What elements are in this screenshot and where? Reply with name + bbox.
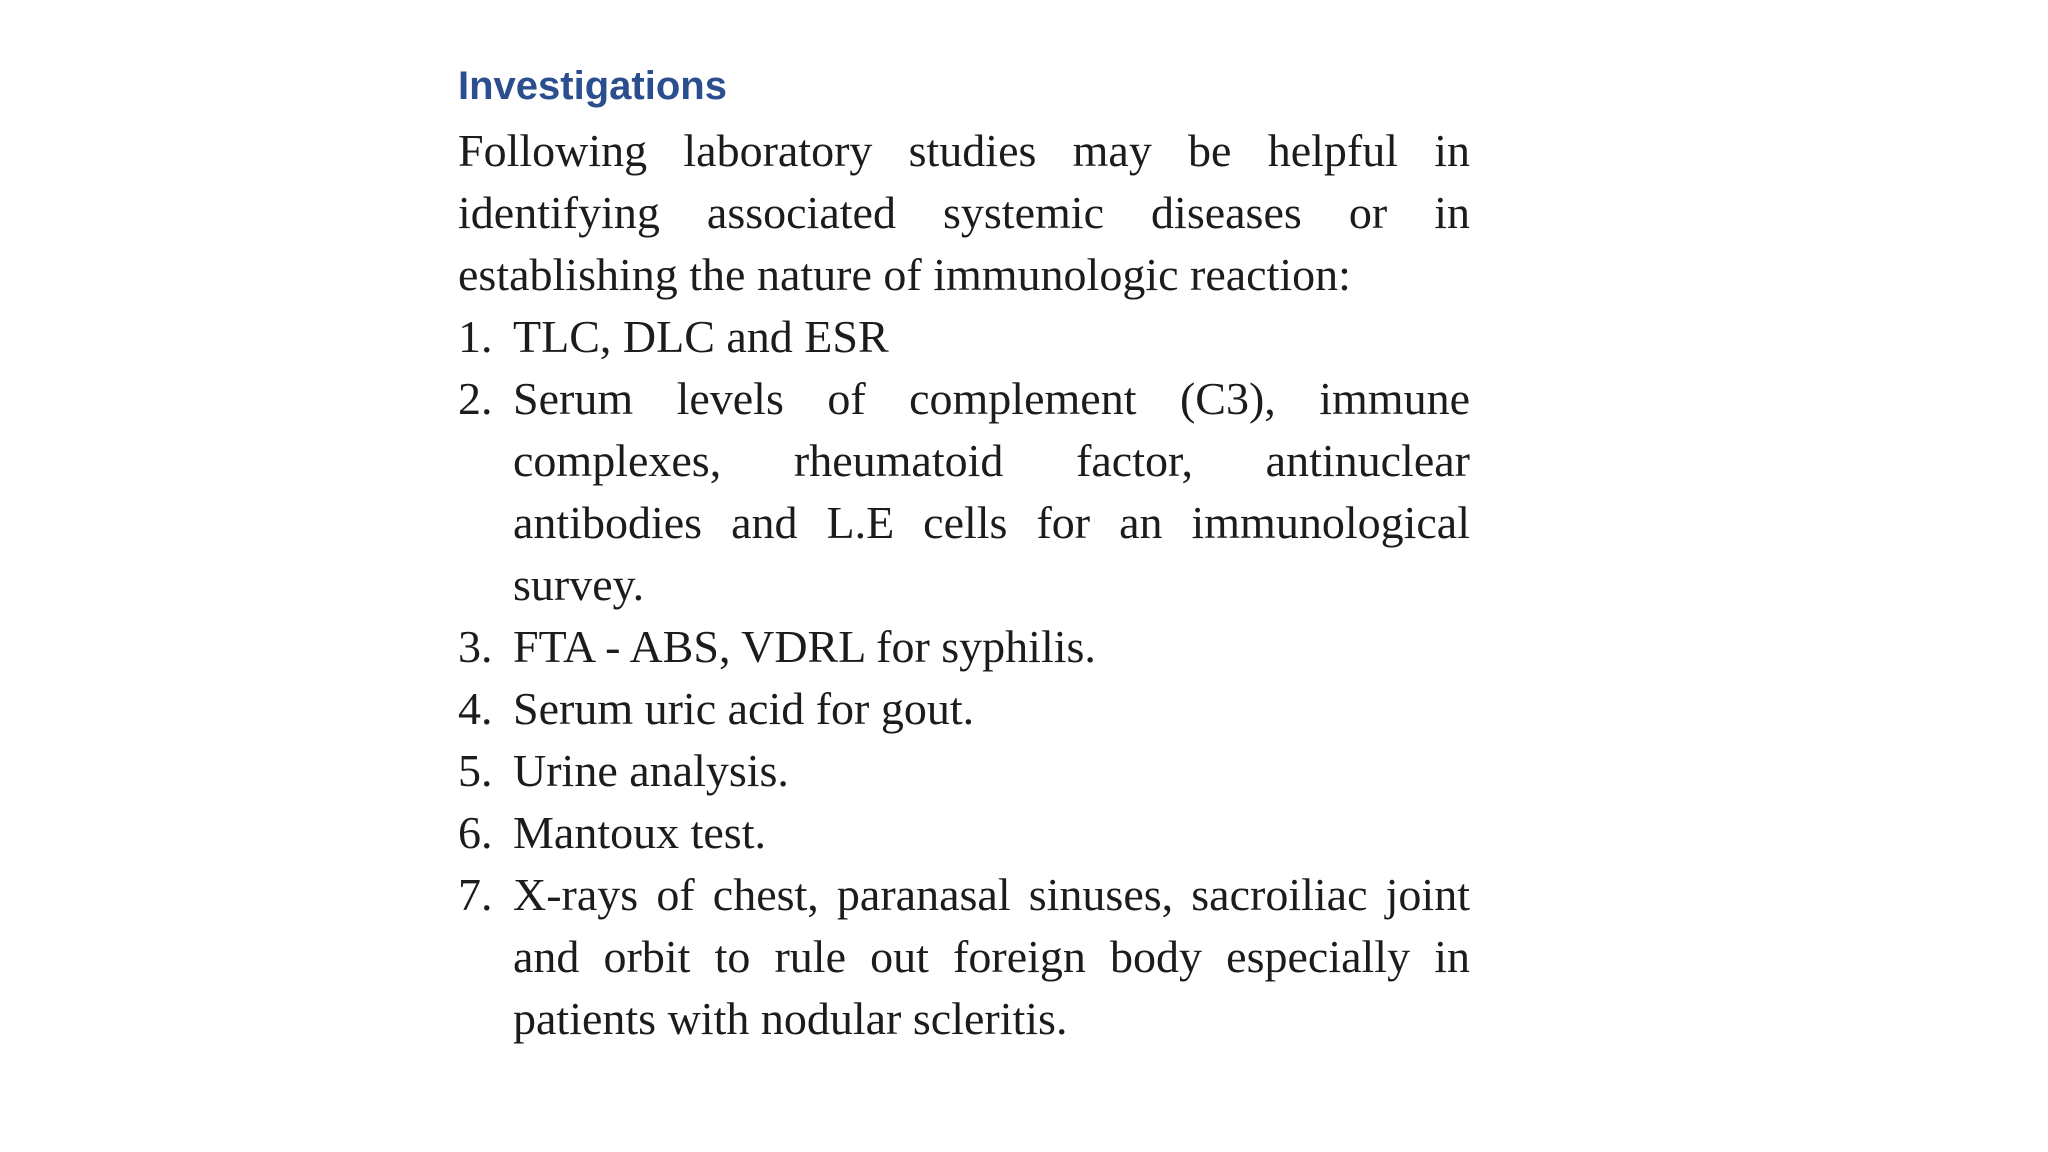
intro-paragraph: Following laboratory studies may be helpful in identifying associated systemic diseases or in establishing the nature of immunologic reaction: xyxy=(458,125,1470,300)
investigations-list xyxy=(458,306,1470,1050)
list-item-text: Urine analysis. xyxy=(513,745,789,796)
list-item xyxy=(458,802,1470,864)
list-item xyxy=(458,678,1470,740)
list-item-number: 3. xyxy=(458,621,493,672)
list-item-number: 2. xyxy=(458,373,493,424)
slide-content xyxy=(458,56,1470,1050)
list-item xyxy=(458,368,1470,616)
list-item-text: X-rays of chest, paranasal sinuses, sacroiliac joint and orbit to rule out foreign body especially in patients with nodular scleritis. xyxy=(513,869,1470,1044)
list-item-text: Serum uric acid for gout. xyxy=(513,683,975,734)
list-item-text: Serum levels of complement (C3), immune complexes, rheumatoid factor, antinuclear antibodies and L.E cells for an immunological survey. xyxy=(513,373,1470,610)
list-item xyxy=(458,306,1470,368)
list-item xyxy=(458,864,1470,1050)
list-item-number: 4. xyxy=(458,683,493,734)
list-item-text: Mantoux test. xyxy=(513,807,766,858)
section-heading: Investigations xyxy=(458,64,727,108)
list-item-number: 6. xyxy=(458,807,493,858)
list-item xyxy=(458,740,1470,802)
list-item-number: 7. xyxy=(458,869,493,920)
list-item xyxy=(458,616,1470,678)
list-item-text: FTA - ABS, VDRL for syphilis. xyxy=(513,621,1096,672)
list-item-number: 1. xyxy=(458,311,493,362)
list-item-number: 5. xyxy=(458,745,493,796)
list-item-text: TLC, DLC and ESR xyxy=(513,311,889,362)
